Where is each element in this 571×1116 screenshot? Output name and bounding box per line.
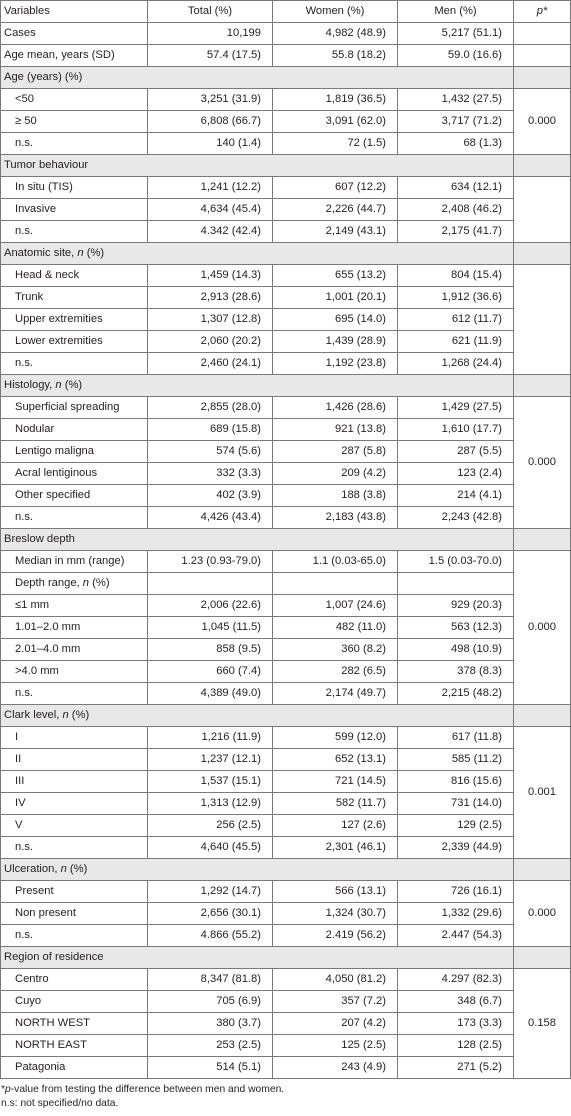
cell-total: 1,307 (12.8) [148,309,273,331]
table-row [1,287,571,309]
cell-women: 357 (7.2) [273,991,398,1013]
cell-total: 140 (1.4) [148,133,273,155]
row-label: In situ (TIS) [1,177,148,199]
row-label: ≤1 mm [1,595,148,617]
table-row [1,111,571,133]
table-row [1,199,571,221]
header-men: Men (%) [398,1,514,23]
row-label: n.s. [1,221,148,243]
cell-women: 655 (13.2) [273,265,398,287]
header-variables: Variables [1,1,148,23]
section-row [1,947,571,969]
cell-total: 3,251 (31.9) [148,89,273,111]
table-row [1,419,571,441]
cell-women: 1,001 (20.1) [273,287,398,309]
section-row [1,705,571,727]
cell-men: 129 (2.5) [398,815,514,837]
cell-women: 188 (3.8) [273,485,398,507]
cell-women: 1,439 (28.9) [273,331,398,353]
cell-women: 1,007 (24.6) [273,595,398,617]
cell-total: 402 (3.9) [148,485,273,507]
cell-women: 2,301 (46.1) [273,837,398,859]
cell-women [273,573,398,595]
header-women: Women (%) [273,1,398,23]
row-label: Other specified [1,485,148,507]
section-p-cell [514,67,571,89]
cell-men: 173 (3.3) [398,1013,514,1035]
cell-men: 563 (12.3) [398,617,514,639]
cell-women: 1,192 (23.8) [273,353,398,375]
cell-men: 1,268 (24.4) [398,353,514,375]
table-row [1,815,571,837]
cell-men: 2,215 (48.2) [398,683,514,705]
row-label: n.s. [1,925,148,947]
cell-women: 207 (4.2) [273,1013,398,1035]
cell-women: 695 (14.0) [273,309,398,331]
row-label: V [1,815,148,837]
cell-women: 360 (8.2) [273,639,398,661]
cell-p: 0.158 [514,969,571,1079]
cell-women: 243 (4.9) [273,1057,398,1079]
row-label: n.s. [1,837,148,859]
section-label: Tumor behaviour [1,155,514,177]
table-row [1,177,571,199]
section-row [1,375,571,397]
cell-p [514,265,571,375]
cell-men: 1,432 (27.5) [398,89,514,111]
cell-men: 4.297 (82.3) [398,969,514,991]
cell-total: 1,459 (14.3) [148,265,273,287]
cell-men [398,573,514,595]
cell-total: 2,460 (24.1) [148,353,273,375]
row-label: III [1,771,148,793]
table-row [1,265,571,287]
cell-p: 0.000 [514,551,571,705]
section-row [1,155,571,177]
cell-men: 498 (10.9) [398,639,514,661]
table-row [1,353,571,375]
table-row [1,573,571,595]
cell-total: 1,045 (11.5) [148,617,273,639]
row-label: Invasive [1,199,148,221]
cell-men: 2,243 (42.8) [398,507,514,529]
section-label: Age (years) (%) [1,67,514,89]
cell-men: 2.447 (54.3) [398,925,514,947]
row-label: Acral lentiginous [1,463,148,485]
cell-total: 858 (9.5) [148,639,273,661]
section-p-cell [514,529,571,551]
table-row [1,771,571,793]
cell-men: 378 (8.3) [398,661,514,683]
row-label: Non present [1,903,148,925]
table-row [1,1013,571,1035]
cell-men: 816 (15.6) [398,771,514,793]
table-row [1,793,571,815]
table-row [1,441,571,463]
cell-women: 2,174 (49.7) [273,683,398,705]
cell-total: 2,656 (30.1) [148,903,273,925]
cell-men: 128 (2.5) [398,1035,514,1057]
table-row [1,1057,571,1079]
section-label: Region of residence [1,947,514,969]
row-label: ≥ 50 [1,111,148,133]
cell-men: 585 (11.2) [398,749,514,771]
row-label: n.s. [1,353,148,375]
cell-men: 59.0 (16.6) [398,45,514,67]
section-label: Anatomic site, n (%) [1,243,514,265]
cell-women: 287 (5.8) [273,441,398,463]
cell-women: 282 (6.5) [273,661,398,683]
cell-men: 1,912 (36.6) [398,287,514,309]
cell-total: 705 (6.9) [148,991,273,1013]
cell-men: 1,429 (27.5) [398,397,514,419]
cell-total: 4,634 (45.4) [148,199,273,221]
table-row [1,551,571,573]
row-label: <50 [1,89,148,111]
cell-total: 6,808 (66.7) [148,111,273,133]
cell-total: 1,216 (11.9) [148,727,273,749]
row-label: Median in mm (range) [1,551,148,573]
table-row [1,309,571,331]
cell-women: 72 (1.5) [273,133,398,155]
cell-men: 214 (4.1) [398,485,514,507]
cell-total: 689 (15.8) [148,419,273,441]
cell-p [514,23,571,45]
table-row [1,221,571,243]
cell-men: 1,610 (17.7) [398,419,514,441]
section-p-cell [514,243,571,265]
table-row [1,595,571,617]
table-row [1,1035,571,1057]
cell-women: 652 (13.1) [273,749,398,771]
cell-total: 1,237 (12.1) [148,749,273,771]
footnote-p-value: *p-value from testing the difference between men and women. [1,1084,285,1095]
cell-total: 4.342 (42.4) [148,221,273,243]
cell-women: 1,324 (30.7) [273,903,398,925]
cell-men: 731 (14.0) [398,793,514,815]
row-label: 2.01–4.0 mm [1,639,148,661]
cell-total: 1,313 (12.9) [148,793,273,815]
cell-total: 2,060 (20.2) [148,331,273,353]
cell-women: 566 (13.1) [273,881,398,903]
cell-men: 2,339 (44.9) [398,837,514,859]
row-label: Lower extremities [1,331,148,353]
table-row [1,925,571,947]
table-row [1,89,571,111]
cell-women: 1.1 (0.03-65.0) [273,551,398,573]
cell-total [148,573,273,595]
cell-total: 4.866 (55.2) [148,925,273,947]
table-row [1,133,571,155]
row-label: Cuyo [1,991,148,1013]
cell-women: 482 (11.0) [273,617,398,639]
table-row [1,991,571,1013]
table-row [1,507,571,529]
cell-men: 612 (11.7) [398,309,514,331]
table-row [1,749,571,771]
cell-men: 929 (20.3) [398,595,514,617]
cell-men: 621 (11.9) [398,331,514,353]
cell-women: 209 (4.2) [273,463,398,485]
row-label: Patagonia [1,1057,148,1079]
row-label: Centro [1,969,148,991]
cell-women: 3,091 (62.0) [273,111,398,133]
cell-women: 921 (13.8) [273,419,398,441]
table-row [1,881,571,903]
cell-total: 574 (5.6) [148,441,273,463]
table-row [1,485,571,507]
row-label: Cases [1,23,148,45]
row-label: 1.01–2.0 mm [1,617,148,639]
cell-total: 4,640 (45.5) [148,837,273,859]
section-label: Breslow depth [1,529,514,551]
cell-total: 380 (3.7) [148,1013,273,1035]
table-row [1,837,571,859]
table-row [1,683,571,705]
cell-women: 2.419 (56.2) [273,925,398,947]
row-label: IV [1,793,148,815]
table-row [1,45,571,67]
cell-total: 1,537 (15.1) [148,771,273,793]
section-p-cell [514,947,571,969]
table-row [1,397,571,419]
cell-women: 4,982 (48.9) [273,23,398,45]
cell-women: 582 (11.7) [273,793,398,815]
table-row [1,727,571,749]
cell-women: 721 (14.5) [273,771,398,793]
section-p-cell [514,155,571,177]
table-row [1,903,571,925]
cell-men: 2,175 (41.7) [398,221,514,243]
table-row [1,661,571,683]
cell-men: 287 (5.5) [398,441,514,463]
cell-total: 2,855 (28.0) [148,397,273,419]
cell-total: 256 (2.5) [148,815,273,837]
cell-men: 2,408 (46.2) [398,199,514,221]
row-label: Age mean, years (SD) [1,45,148,67]
section-row [1,243,571,265]
cell-p [514,45,571,67]
cell-men: 271 (5.2) [398,1057,514,1079]
table-row [1,463,571,485]
section-p-cell [514,859,571,881]
cell-men: 726 (16.1) [398,881,514,903]
row-label: n.s. [1,507,148,529]
cell-women: 125 (2.5) [273,1035,398,1057]
cell-total: 8,347 (81.8) [148,969,273,991]
section-label: Histology, n (%) [1,375,514,397]
header-p [514,1,571,23]
cell-total: 1,292 (14.7) [148,881,273,903]
row-label: Upper extremities [1,309,148,331]
header-p-text: p* [536,5,548,17]
row-label: II [1,749,148,771]
cell-women: 2,183 (43.8) [273,507,398,529]
row-label: Depth range, n (%) [1,573,148,595]
cell-total: 4,426 (43.4) [148,507,273,529]
section-label: Ulceration, n (%) [1,859,514,881]
cell-women: 2,226 (44.7) [273,199,398,221]
cell-women: 2,149 (43.1) [273,221,398,243]
cell-men: 123 (2.4) [398,463,514,485]
cell-men: 1.5 (0.03-70.0) [398,551,514,573]
cell-total: 57.4 (17.5) [148,45,273,67]
cell-women: 607 (12.2) [273,177,398,199]
section-p-cell [514,705,571,727]
cell-total: 253 (2.5) [148,1035,273,1057]
section-row [1,67,571,89]
cell-total: 10,199 [148,23,273,45]
cell-men: 617 (11.8) [398,727,514,749]
cell-p: 0.000 [514,89,571,155]
cell-total: 514 (5.1) [148,1057,273,1079]
cell-men: 68 (1.3) [398,133,514,155]
row-label: n.s. [1,133,148,155]
cell-total: 1,241 (12.2) [148,177,273,199]
row-label: I [1,727,148,749]
cell-total: 2,006 (22.6) [148,595,273,617]
cell-men: 634 (12.1) [398,177,514,199]
footnote-ns: n.s: not specified/no data. [1,1098,119,1109]
cell-men: 1,332 (29.6) [398,903,514,925]
cell-total: 1.23 (0.93-79.0) [148,551,273,573]
row-label: Nodular [1,419,148,441]
cell-p: 0.000 [514,397,571,529]
cell-men: 348 (6.7) [398,991,514,1013]
section-p-cell [514,375,571,397]
header-total: Total (%) [148,1,273,23]
cell-men: 3,717 (71.2) [398,111,514,133]
row-label: Superficial spreading [1,397,148,419]
row-label: NORTH WEST [1,1013,148,1035]
row-label: n.s. [1,683,148,705]
cell-women: 4,050 (81.2) [273,969,398,991]
cell-women: 599 (12.0) [273,727,398,749]
header-row [1,1,571,23]
row-label: Lentigo maligna [1,441,148,463]
cell-p [514,177,571,243]
cell-p: 0.001 [514,727,571,859]
section-row [1,859,571,881]
cell-women: 55.8 (18.2) [273,45,398,67]
cell-men: 804 (15.4) [398,265,514,287]
table-row [1,331,571,353]
cell-women: 1,426 (28.6) [273,397,398,419]
cell-men: 5,217 (51.1) [398,23,514,45]
cell-total: 332 (3.3) [148,463,273,485]
cell-p: 0.000 [514,881,571,947]
row-label: Head & neck [1,265,148,287]
cell-total: 660 (7.4) [148,661,273,683]
row-label: NORTH EAST [1,1035,148,1057]
table-row [1,639,571,661]
table-row [1,969,571,991]
cell-total: 2,913 (28.6) [148,287,273,309]
row-label: Present [1,881,148,903]
cell-women: 1,819 (36.5) [273,89,398,111]
section-row [1,529,571,551]
row-label: Trunk [1,287,148,309]
section-label: Clark level, n (%) [1,705,514,727]
table-row [1,617,571,639]
table-row [1,23,571,45]
cell-women: 127 (2.6) [273,815,398,837]
cell-total: 4,389 (49.0) [148,683,273,705]
row-label: >4.0 mm [1,661,148,683]
